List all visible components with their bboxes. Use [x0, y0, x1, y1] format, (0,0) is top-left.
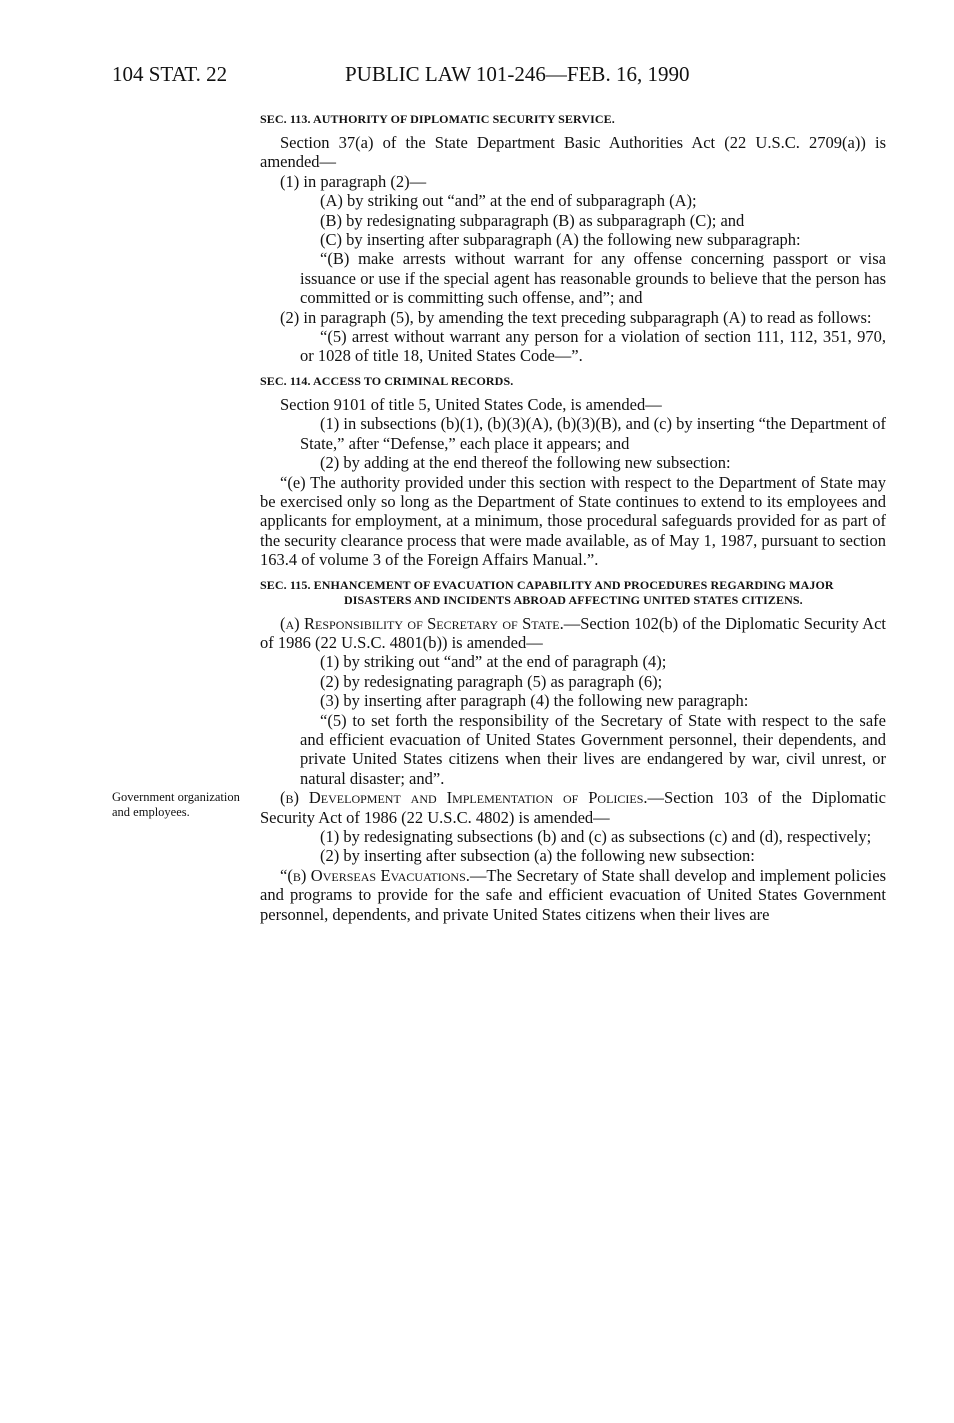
quoted-text: “(5) to set forth the responsibility of the Secretary of State with respect to the safe and efficient evacuation of United States Government personnel, their dependents, and private United States citizens when their lives are endangered by war, civil unrest, or natural disaster; and”. — [300, 710, 886, 788]
paragraph: (2) by adding at the end thereof the following new subsection: — [320, 453, 731, 473]
subsection-a — [260, 614, 886, 653]
page-body — [260, 112, 886, 924]
subsection-heading: (b) Development and Implementation of Policies. — [280, 788, 648, 808]
quoted-subsection-text: —The Secretary of State shall develop and implement policies and programs to provide for the safe and efficient evacuation of United States Government personnel, dependents, and private United States citizens when their lives are — [260, 865, 887, 924]
margin-note: Government organization and employees. — [112, 790, 240, 819]
paragraph: (C) by inserting after subparagraph (A) the following new subparagraph: — [320, 230, 801, 250]
quoted-text: “(e) The authority provided under this section with respect to the Department of State may be exercised only so long as the Department of State continues to extend to its employees and applicants for employment, at a minimum, those procedural safeguards provided for as part of the security clearance process that were made available, as of May 1, 1987, pursuant to section 163.4 of volume 3 of the Foreign Affairs Manual.”. — [260, 472, 886, 570]
subsection-heading: (a) Responsibility of Secretary of State. — [280, 613, 564, 633]
paragraph: (1) in subsections (b)(1), (b)(3)(A), (b)(3)(B), and (c) by inserting “the Department of State,” after “Defense,” each place it appears; and — [300, 414, 886, 453]
paragraph: Section 9101 of title 5, United States Code, is amended— — [280, 394, 662, 414]
paragraph: (3) by inserting after paragraph (4) the following new paragraph: — [320, 691, 749, 711]
section-115 — [260, 578, 886, 925]
quoted-text — [260, 866, 886, 924]
paragraph: (1) by redesignating subsections (b) and (c) as subsections (c) and (d), respectively; — [320, 827, 872, 846]
paragraph: (2) by redesignating paragraph (5) as paragraph (6); — [320, 671, 663, 691]
running-title: PUBLIC LAW 101-246—FEB. 16, 1990 — [345, 62, 690, 86]
paragraph: (B) by redesignating subparagraph (B) as subparagraph (C); and — [320, 210, 745, 230]
quoted-text: “(5) arrest without warrant any person for a violation of section 111, 112, 351, 970, or 1028 of title 18, United States Code—”. — [300, 327, 886, 366]
page-reference: 104 STAT. 22 — [112, 62, 228, 86]
paragraph: (1) by striking out “and” at the end of paragraph (4); — [320, 652, 667, 672]
section-heading: SEC. 113. AUTHORITY OF DIPLOMATIC SECURITY SERVICE. — [260, 112, 615, 126]
subsection-b — [260, 788, 886, 827]
paragraph: Section 37(a) of the State Department Basic Authorities Act (22 U.S.C. 2709(a)) is amended— — [260, 133, 886, 172]
paragraph: (1) in paragraph (2)— — [280, 171, 427, 191]
section-heading: SEC. 115. ENHANCEMENT OF EVACUATION CAPABILITY AND PROCEDURES REGARDING MAJOR DISASTERS AND INCIDENTS ABROAD AFFECTING UNITED STATES CITIZENS. — [260, 577, 834, 607]
paragraph: (A) by striking out “and” at the end of subparagraph (A); — [320, 191, 697, 211]
quoted-subsection-heading: “(b) Overseas Evacuations. — [280, 865, 470, 885]
subsection-text: —Section 103 of the Diplomatic Security Act of 1986 (22 U.S.C. 4802) is amended— — [260, 788, 886, 827]
quoted-text: “(B) make arrests without warrant for any offense concerning passport or visa issuance or use if the special agent has reasonable grounds to believe that the person has committed or is committing such offense, and”; and — [300, 249, 886, 308]
section-heading: SEC. 114. ACCESS TO CRIMINAL RECORDS. — [260, 373, 514, 388]
running-header — [0, 62, 954, 92]
section-113 — [260, 112, 886, 366]
section-114 — [260, 374, 886, 570]
paragraph: (2) in paragraph (5), by amending the text preceding subparagraph (A) to read as follows: — [280, 307, 872, 327]
subsection-text: —Section 102(b) of the Diplomatic Security Act of 1986 (22 U.S.C. 4801(b)) is amended— — [260, 613, 886, 652]
paragraph: (2) by inserting after subsection (a) the following new subsection: — [320, 846, 755, 866]
